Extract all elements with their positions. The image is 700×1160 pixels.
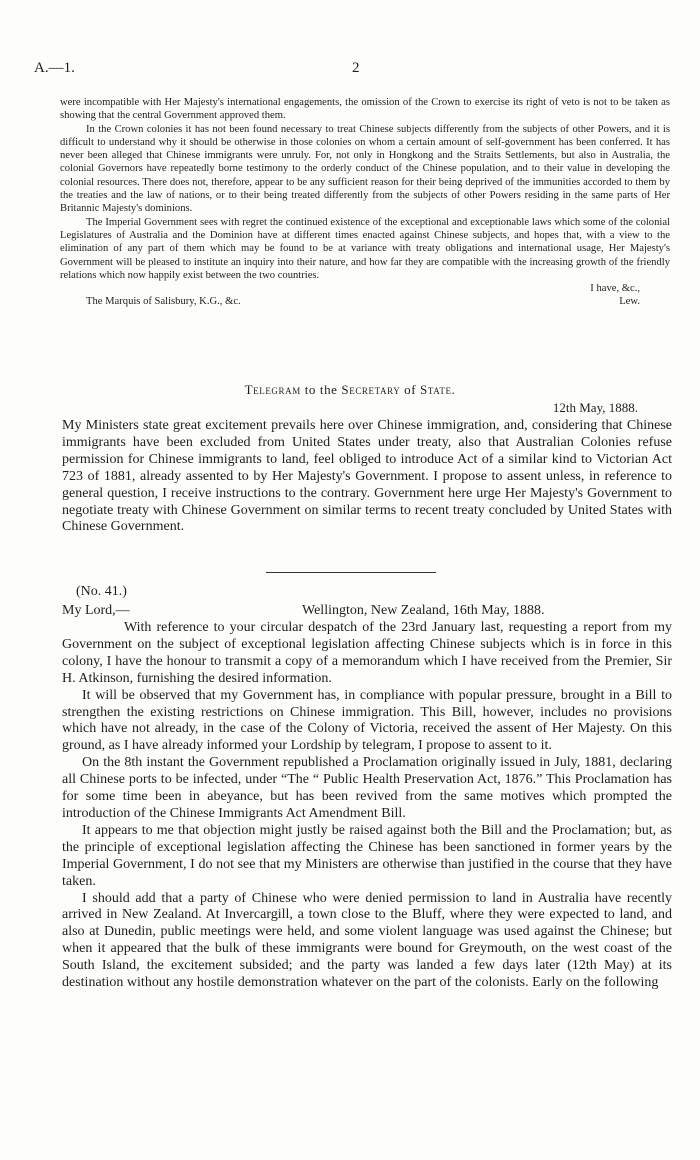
despatch-paragraph-3: The Imperial Government sees with regret the continued existence of the exceptional and exceptionable laws which some of the colonial Legislatures of Australia and the Dominion have at different times enacted against Chinese subjects, and hopes that, with a view to the elimination of any part of them which may be found to be at variance with treaty obligations and international usage, Her Majesty's Government will be pleased to institute an inquiry into their nature, and how far they are compatible with the increasing growth of the friendly relations which now happily exist between the two countries.	[60, 216, 670, 281]
letter-paragraph-4: It appears to me that objection might justly be raised against both the Bill and the Proclamation; but, as the principle of exceptional legislation affecting the Chinese has been sanctioned in former years by the Imperial Government, I do not see that my Ministers are otherwise than justified in the course that they have taken.	[62, 822, 672, 889]
despatch-closing: I have, &c.,	[590, 283, 640, 295]
despatch-paragraph-2: In the Crown colonies it has not been found necessary to treat Chinese subjects differently from the subjects of other Powers, and it is difficult to understand why it should be otherwise in those colonies on whom a certain amount of self-government has been conferred. It has never been alleged that Chinese immigrants were unruly. For, not only in Hongkong and the Straits Settlements, but also in Australia, the colonial Governors have repeatedly borne testimony to the orderly conduct of the Chinese population, and to their value in developing the colonial resources. There does not, therefore, appear to be any sufficient reason for their being deprived of the immunities accorded to them by the treaties and the law of nations, or to their being treated differently from the subjects of other Powers residing in the same parts of Her Britannic Majesty's dominions.	[60, 123, 670, 215]
telegram-heading-to: to the	[300, 382, 342, 397]
telegram-heading-secretary: Secretary	[341, 382, 401, 397]
despatch-addressee: The Marquis of Salisbury, K.G., &c.	[86, 296, 241, 308]
telegram-heading	[0, 382, 700, 398]
despatch-signature-row	[60, 295, 670, 308]
despatch-signature: Lew.	[619, 296, 640, 308]
letter-salutation: My Lord,—	[62, 603, 130, 618]
despatch-paragraph-1: were incompatible with Her Majesty's international engagements, the omission of the Crown to exercise its right of veto is not to be taken as showing that the central Government approved them.	[60, 97, 670, 122]
section-divider	[266, 572, 436, 573]
telegram-heading-of: of	[400, 382, 421, 397]
letter-number: (No. 41.)	[76, 584, 127, 599]
letter-place-date: Wellington, New Zealand, 16th May, 1888.	[302, 603, 545, 618]
letter-paragraph-3: On the 8th instant the Government republished a Proclamation originally issued in July, 1881, declaring all Chinese ports to be infected, under “The “ Public Health Preservation Act, 1876.” This Proclamation has for some time been in abeyance, but has been revived from the same motives which prompted the introduction of the Chinese Immigrants Act Amendment Bill.	[62, 755, 672, 821]
telegram-heading-word: Telegram	[244, 382, 301, 397]
telegram-body: My Ministers state great excitement prevails here over Chinese immigration, and, considering that Chinese immigrants have been excluded from United States under treaty, also that Australian Colonies refuse permission for Chinese immigrants to land, feel obliged to introduce Act of a similar kind to Victorian Act 723 of 1881, already assented to by Her Majesty's Government. I propose to assent unless, in reference to general question, I receive instructions to the contrary. Government here urge Her Majesty's Government to negotiate treaty with Chinese Government on similar terms to recent treaty concluded by United States with Chinese Government.	[62, 418, 672, 535]
telegram-date: 12th May, 1888.	[552, 400, 638, 415]
page-reference: A.—1.	[34, 60, 75, 76]
letter-paragraph-1: With reference to your circular despatch of the 23rd January last, requesting a report from my Government on the subject of exceptional legislation affecting Chinese subjects which is in force in this colony, I have the honour to transmit a copy of a memorandum which I have received from the Premier, Sir H. Atkinson, furnishing the desired information.	[62, 620, 672, 686]
letter-body	[62, 620, 672, 992]
page-number: 2	[352, 60, 360, 76]
telegram-heading-state: State.	[420, 382, 456, 397]
letter-paragraph-5: I should add that a party of Chinese who were denied permission to land in Australia have recently arrived in New Zealand. At Invercargill, a town close to the Bluff, where they were expected to land, and also at Dunedin, public meetings were held, and some violent language was used against the Chinese; but when it appeared that the bulk of these immigrants were bound for Greymouth, on the west coast of the South Island, the excitement subsided; and the party was landed a few days later (12th May) at its destination without any hostile demonstration whatever on the part of the colonists. Early on the following	[62, 890, 672, 991]
letter-paragraph-2: It will be observed that my Government has, in compliance with popular pressure, brought in a Bill to strengthen the existing restrictions on Chinese immigration. This Bill, however, includes no provisions which have not already, in the case of the Colony of Victoria, received the assent of Her Majesty. On this ground, as I have already informed your Lordship by telegram, I propose to assent to it.	[62, 687, 672, 754]
despatch-closing-row	[60, 282, 670, 295]
page-header	[34, 60, 670, 82]
despatch-continued	[60, 96, 670, 309]
